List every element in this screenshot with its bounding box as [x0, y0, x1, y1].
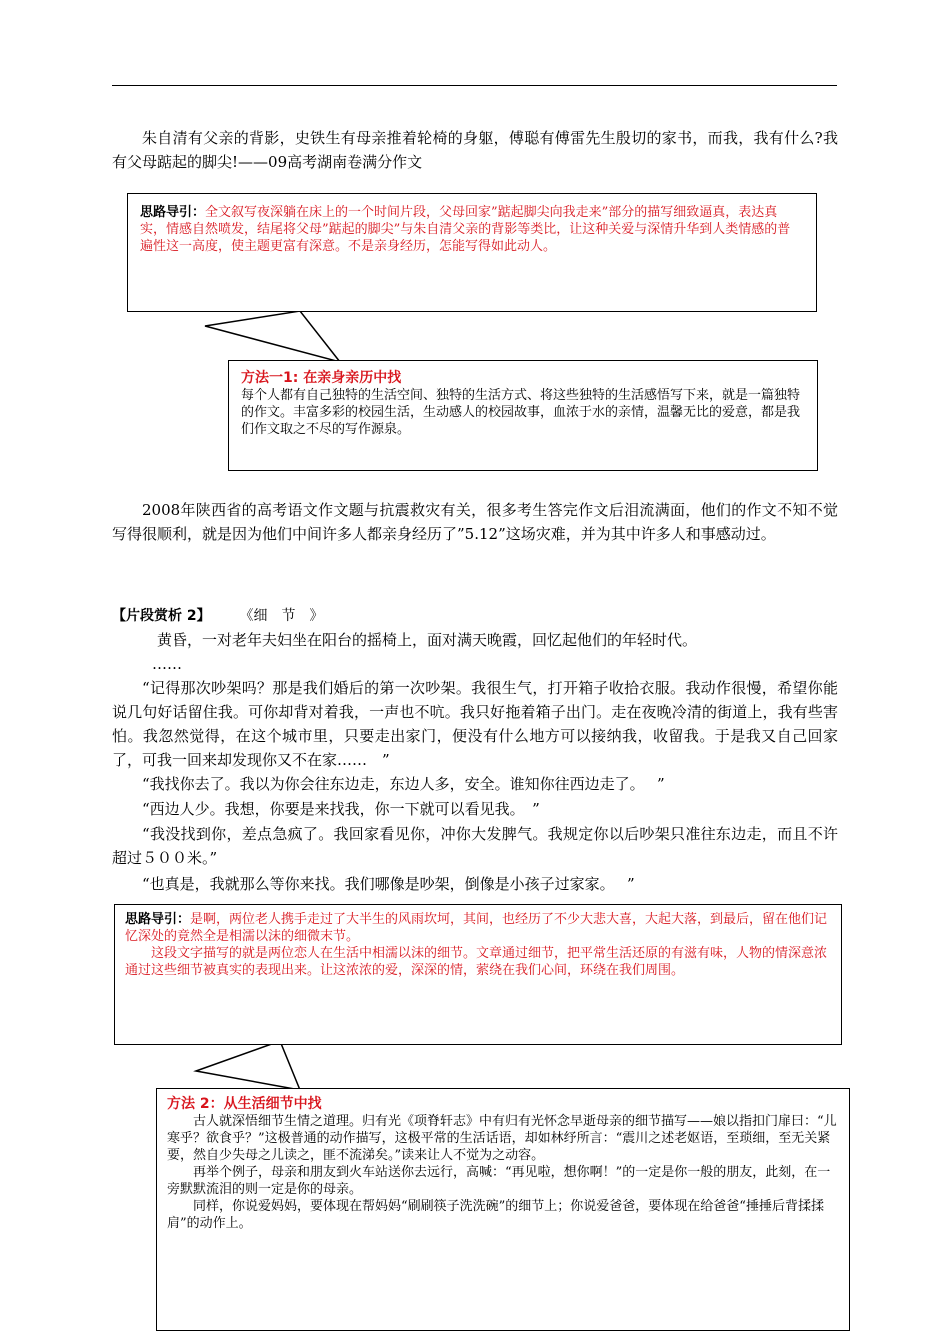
guide-box-1 — [127, 193, 817, 312]
method-box-2 — [156, 1088, 850, 1331]
intro-paragraph: 朱自清有父亲的背影，史铁生有母亲推着轮椅的身躯，傅聪有傅雷先生殷切的家书，而我，我有什么?我有父母踮起的脚尖!——09高考湖南卷满分作文 — [112, 129, 838, 171]
guide-2-body-1: 是啊，两位老人携手走过了大半生的风雨坎坷，其间，也经历了不少大悲大喜，大起大落，到最后，留在他们记忆深处的竟然全是相濡以沫的细微末节。 — [125, 912, 828, 944]
excerpt-opening: 黄昏，一对老年夫妇坐在阳台的摇椅上，面对满天晚霞，回忆起他们的年轻时代。 — [157, 631, 698, 649]
method-2-title: 方法 2：从生活细节中找 — [167, 1096, 322, 1112]
guide-1-label: 思路导引： — [140, 205, 206, 220]
excerpt-dialog-3: “西边人少。我想，你要是来找我，你一下就可以看见我。 ” — [142, 800, 540, 818]
callout-pointer-2 — [196, 1041, 300, 1090]
guide-2-body-2: 这段文字描写的就是两位恋人在生活中相濡以沫的细节。文章通过细节，把平常生活还原的有滋有味，人物的情深意浓通过这些细节被真实的表现出来。让这浓浓的爱，深深的情，萦绕在我们心间，环绕在我们周围。 — [125, 946, 828, 978]
excerpt-dialog-4: “我没找到你，差点急疯了。我回家看见你，冲你大发脾气。我规定你以后吵架只准往东边走，而且不许超过５００米。” — [112, 825, 838, 867]
guide-2-label: 思路导引： — [125, 912, 191, 927]
guide-box-2 — [114, 904, 842, 1045]
guide-1-body: 全文叙写夜深躺在床上的一个时间片段，父母回家”踮起脚尖向我走来”部分的描写细致逼真，表达真实，情感自然喷发，结尾将父母”踮起的脚尖”与朱自清父亲的背影等类比，让这种关爱与深情升华到人类情感的普遍性这一高度，使主题更富有深意。不是亲身经历，怎能写得如此动人。 — [140, 205, 791, 254]
excerpt-dialog-2: “我找你去了。我以为你会往东边走，东边人多，安全。谁知你往西边走了。 ” — [142, 775, 665, 793]
method-2-para-1: 古人就深悟细节生情之道理。归有光《项脊轩志》中有归有光怀念早逝母亲的细节描写——娘以指扣门扉曰：“儿寒乎？欲食乎？”这极普通的动作描写，这极平常的生活话语，却如林纾所言：“震川之述老妪语，至琐细，至无关紧要，然自少失母之儿读之，匪不流涕矣。”读来让人不觉为之动容。 — [167, 1114, 837, 1163]
excerpt-dialog-1: “记得那次吵架吗？那是我们婚后的第一次吵架。我很生气，打开箱子收拾衣服。我动作很慢，希望你能说几句好话留住我。可你却背对着我，一声也不吭。我只好拖着箱子出门。走在夜晚冷清的街道上，我有些害怕。我忽然觉得，在这个城市里，只要走出家门，便没有什么地方可以接纳我，收留我。于是我又自己回家了，可我一回来却发现你又不在家…… ” — [112, 679, 838, 769]
paragraph-2008: 2008年陕西省的高考语文作文题与抗震救灾有关，很多考生答完作文后泪流满面，他们的作文不知不觉写得很顺利，就是因为他们中间许多人都亲身经历了”5.12”这场灾难，并为其中许多人和事感动过。 — [112, 501, 838, 543]
method-box-1 — [228, 360, 818, 471]
excerpt-title: 《细 节 》 — [239, 608, 324, 624]
excerpt-ellipsis: …… — [152, 655, 182, 673]
excerpt-header — [112, 604, 838, 628]
callout-pointer-1 — [205, 311, 340, 362]
method-1-title: 方法一1: 在亲身亲历中找 — [241, 370, 402, 386]
method-1-body: 每个人都有自己独特的生活空间、独特的生活方式、将这些独特的生活感悟写下来，就是一篇独特的作文。丰富多彩的校园生活，生动感人的校园故事，血浓于水的亲情，温馨无比的爱意，都是我们作文取之不尽的写作源泉。 — [241, 388, 801, 437]
method-2-para-3: 同样，你说爱妈妈，要体现在帮妈妈“刷刷筷子洗洗碗”的细节上；你说爱爸爸，要体现在给爸爸“捶捶后背揉揉肩”的动作上。 — [167, 1199, 824, 1231]
method-2-body — [167, 1113, 841, 1232]
excerpt-heading: 【片段赏析 2】 — [112, 608, 211, 624]
method-2-para-2: 再举个例子，母亲和朋友到火车站送你去远行，高喊：“再见啦，想你啊！”的一定是你一般的朋友，此刻，在一旁默默流泪的则一定是你的母亲。 — [167, 1165, 831, 1197]
guide-2-text — [125, 911, 833, 979]
guide-1-text — [140, 204, 798, 255]
excerpt-dialog-5: “也真是，我就那么等你来找。我们哪像是吵架，倒像是小孩子过家家。 ” — [142, 875, 635, 893]
